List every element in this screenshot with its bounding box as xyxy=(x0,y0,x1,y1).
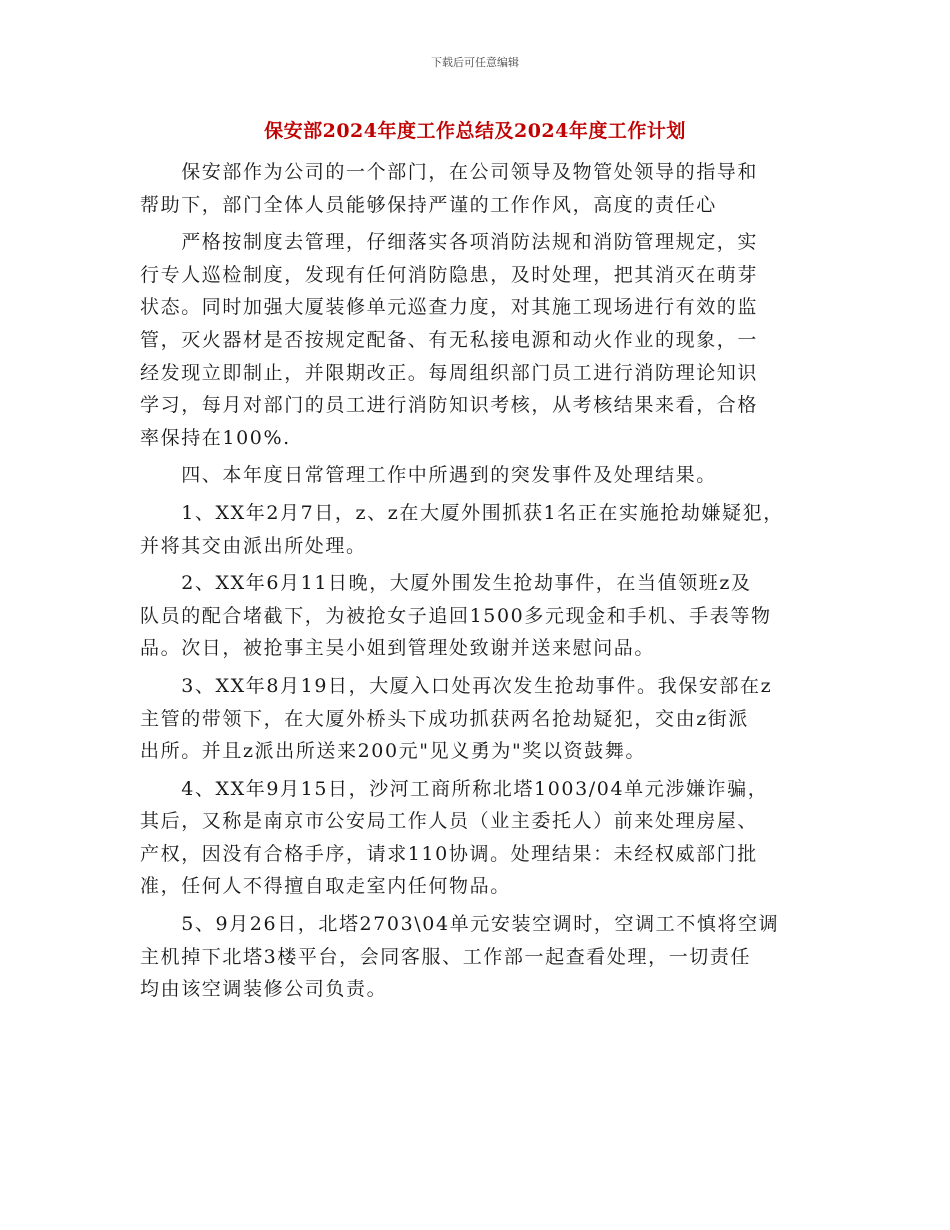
document-body xyxy=(140,156,820,1011)
text-line: 管，灭火器材是否按规定配备、有无私接电源和动火作业的现象，一 xyxy=(140,328,759,351)
text-line: 产权，因没有合格手序，请求110协调。处理结果：未经权威部门批 xyxy=(140,842,758,865)
text-line: 学习，每月对部门的员工进行消防知识考核，从考核结果来看，合格 xyxy=(140,394,759,417)
text-line: 状态。同时加强大厦装修单元巡查力度，对其施工现场进行有效的监 xyxy=(140,296,759,319)
text-line: 主机掉下北塔3楼平台，会同客服、工作部一起查看处理，一切责任 xyxy=(140,945,752,968)
text-line: 保安部作为公司的一个部门，在公司领导及物管处领导的指导和 xyxy=(140,161,759,183)
text-line: 队员的配合堵截下，为被抢女子追回1500多元现金和手机、手表等物 xyxy=(140,604,772,627)
text-line: 并将其交由派出所处理。 xyxy=(140,534,367,557)
paragraph xyxy=(140,156,820,221)
text-line: 准，任何人不得擅自取走室内任何物品。 xyxy=(140,875,511,898)
paragraph xyxy=(140,908,820,1006)
text-line: 2、XX年6月11日晚，大厦外围发生抢劫事件，在当值领班z及 xyxy=(140,572,752,595)
text-line: 率保持在100%. xyxy=(140,426,291,449)
text-line: 行专人巡检制度，发现有任何消防隐患，及时处理，把其消灭在萌芽 xyxy=(140,263,759,286)
header-note: 下载后可任意编辑 xyxy=(431,56,519,69)
paragraph xyxy=(140,497,820,562)
text-line: 其后，又称是南京市公安局工作人员（业主委托人）前来处理房屋、 xyxy=(140,810,759,833)
text-line: 主管的带领下，在大厦外桥头下成功抓获两名抢劫疑犯，交由z街派 xyxy=(140,707,750,730)
text-line: 严格按制度去管理，仔细落实各项消防法规和消防管理规定，实 xyxy=(140,231,759,254)
paragraph xyxy=(140,773,820,903)
text-line: 出所。并且z派出所送来200元"见义勇为"奖以资鼓舞。 xyxy=(140,740,646,763)
text-line: 帮助下，部门全体人员能够保持严谨的工作作风，高度的责任心 xyxy=(140,193,717,216)
text-line: 均由该空调装修公司负责。 xyxy=(140,978,388,1001)
paragraph xyxy=(140,670,820,768)
document-title: 保安部2024年度工作总结及2024年度工作计划 xyxy=(264,120,686,142)
text-line: 1、XX年2月7日，z、z在大厦外围抓获1名正在实施抢劫嫌疑犯， xyxy=(140,501,784,524)
text-line: 经发现立即制止，并限期改正。每周组织部门员工进行消防理论知识 xyxy=(140,361,759,384)
text-line: 4、XX年9月15日，沙河工商所称北塔1003/04单元涉嫌诈骗， xyxy=(140,777,769,800)
paragraph xyxy=(140,567,820,665)
text-line: 5、9月26日，北塔2703\04单元安装空调时，空调工不慎将空调 xyxy=(140,913,780,936)
text-line: 四、本年度日常管理工作中所遇到的突发事件及处理结果。 xyxy=(140,464,717,487)
paragraph xyxy=(140,459,820,492)
text-line: 3、XX年8月19日，大厦入口处再次发生抢劫事件。我保安部在z xyxy=(140,674,773,697)
text-line: 品。次日，被抢事主吴小姐到管理处致谢并送来慰问品。 xyxy=(140,637,656,660)
paragraph xyxy=(140,226,820,454)
